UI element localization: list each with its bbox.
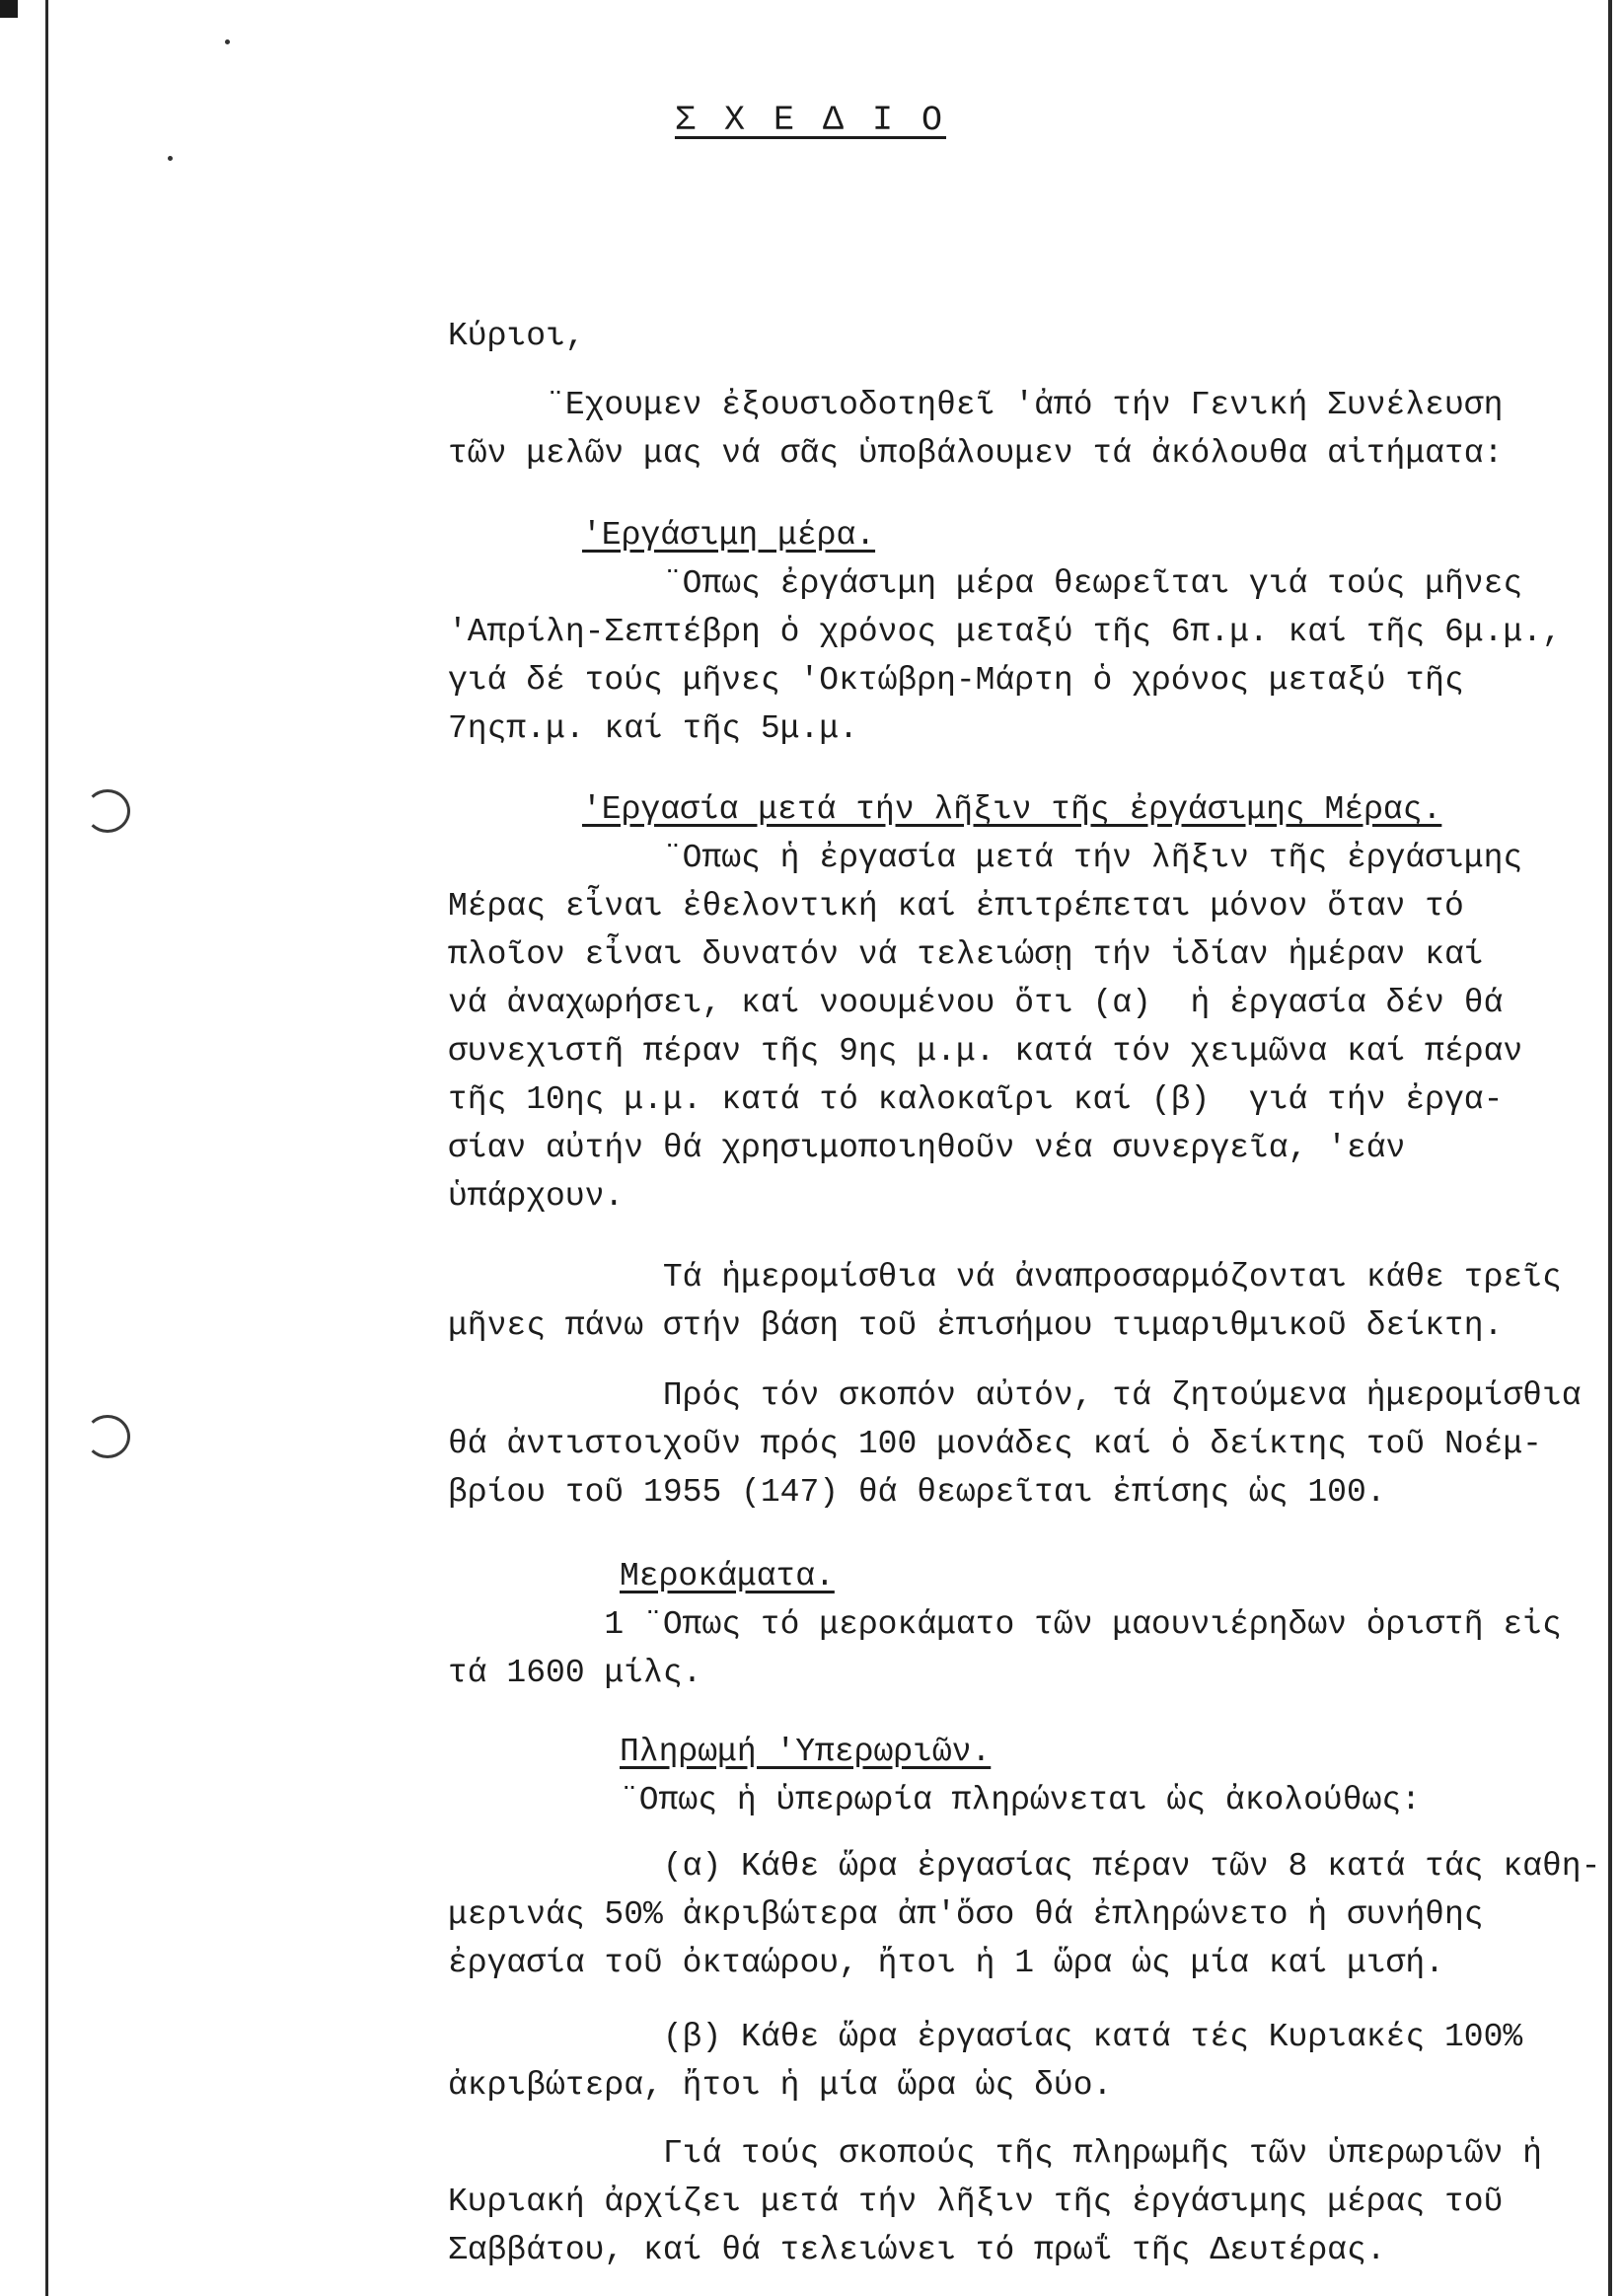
text-line: γιά δέ τούς μῆνες 'Οκτώβρη-Μάρτη ὁ χρόνος μεταξύ τῆς (448, 662, 1464, 699)
text-line: νά ἀναχωρήσει, καί νοουμένου ὅτι (α) ἡ ἐργασία δέν θά (448, 985, 1504, 1021)
text-line: 'Απρίλη-Σεπτέβρη ὁ χρόνος μεταξύ τῆς 6π.μ. καί τῆς 6μ.μ., (448, 614, 1562, 650)
text-line: μερινάς 50% ἀκριβώτερα ἀπ'ὅσο θά ἐπληρώνετο ἡ συνήθης (448, 1896, 1484, 1933)
scan-speck (168, 156, 173, 161)
page-corner-mark (0, 0, 18, 18)
text-line: συνεχιστῆ πέραν τῆς 9ης μ.μ. κατά τόν χειμῶνα καί πέραν (448, 1033, 1523, 1070)
page-right-edge (1608, 0, 1612, 2296)
salutation-text: Κύριοι, (448, 318, 585, 354)
text-line: Σαββάτου, καί θά τελειώνει τό πρωΐ τῆς Δευτέρας. (448, 2232, 1386, 2268)
overtime-clause-a (448, 1842, 1601, 1987)
text-line: (β) Κάθε ὥρα ἐργασίας κατά τές Κυριακές 100% (448, 2019, 1523, 2055)
punch-hole-top (85, 789, 130, 833)
text-line: 7ηςπ.μ. καί τῆς 5μ.μ. (448, 710, 858, 747)
text-line: σίαν αὐτήν θά χρησιμοποιηθοῦν νέα συνεργεῖα, 'εάν (448, 1130, 1406, 1166)
text-line: μῆνες πάνω στήν βάση τοῦ ἐπισήμου τιμαριθμικοῦ δείκτη. (448, 1307, 1504, 1344)
text-line: (α) Κάθε ὥρα ἐργασίας πέραν τῶν 8 κατά τάς καθη- (448, 1848, 1601, 1885)
text-line: Πρός τόν σκοπόν αὐτόν, τά ζητούμενα ἡμερομίσθια (448, 1377, 1582, 1414)
text-line: πλοῖον εἶναι δυνατόν νά τελειώσῃ τήν ἰδίαν ἡμέραν καί (448, 936, 1484, 973)
text-line: ὑπάρχουν. (448, 1178, 625, 1215)
text-line: Κυριακή ἀρχίζει μετά τήν λῆξιν τῆς ἐργάσιμης μέρας τοῦ (448, 2184, 1504, 2220)
text-line: ¨Οπως ἡ ἐργασία μετά τήν λῆξιν τῆς ἐργάσιμης (448, 840, 1523, 876)
document-title: Σ Χ Ε Δ Ι Ο (674, 101, 947, 140)
page-left-edge (45, 0, 48, 2296)
salutation (448, 312, 1583, 360)
intro-paragraph (448, 381, 1583, 478)
scan-speck (225, 39, 230, 44)
section-after-hours-work (448, 785, 1583, 1221)
text-line: ¨Οπως ἡ ὑπερωρία πληρώνεται ὡς ἀκολούθως: (620, 1782, 1421, 1818)
text-line: ¨Οπως ἐργάσιμη μέρα θεωρεῖται γιά τούς μῆνες (448, 565, 1523, 602)
text-line: τῶν μελῶν μας νά σᾶς ὑποβάλουμεν τά ἀκόλουθα αἰτήματα: (448, 435, 1504, 472)
section-heading: Πληρωμή 'Υπερωριῶν. (620, 1734, 992, 1770)
text-line: ἐργασία τοῦ ὀκταώρου, ἤτοι ἡ 1 ὥρα ὡς μία καί μισή. (448, 1945, 1444, 1981)
text-line: ἀκριβώτερα, ἤτοι ἡ μία ὥρα ὡς δύο. (448, 2067, 1113, 2104)
text-line: ¨Εχουμεν ἐξουσιοδοτηθεῖ 'ἀπό τήν Γενική Συνέλευση (448, 387, 1504, 423)
text-line: τά 1600 μίλς. (448, 1655, 702, 1691)
text-line: Τά ἡμερομίσθια νά ἀναπροσαρμόζονται κάθε τρεῖς (448, 1259, 1562, 1296)
section-heading: Μεροκάματα. (620, 1558, 835, 1594)
text-line: 1 ¨Οπως τό μεροκάματο τῶν μαουνιέρηδων ὁριστῆ εἰς (448, 1606, 1562, 1643)
section-overtime-payment (448, 1728, 1583, 1824)
wage-adjustment-paragraph (448, 1253, 1583, 1350)
sunday-definition-paragraph (448, 2129, 1583, 2274)
text-line: θά ἀντιστοιχοῦν πρός 100 μονάδες καί ὁ δείκτης τοῦ Νοέμ- (448, 1426, 1542, 1462)
punch-hole-bottom (85, 1415, 130, 1458)
text-line: τῆς 10ης μ.μ. κατά τό καλοκαῖρι καί (β) γιά τήν ἐργα- (448, 1081, 1504, 1118)
overtime-clause-b (448, 2013, 1583, 2110)
section-working-day (448, 511, 1583, 753)
section-daily-wages (448, 1552, 1583, 1697)
text-line: Μέρας εἶναι ἐθελοντική καί ἐπιτρέπεται μόνον ὅταν τό (448, 888, 1464, 925)
text-line: βρίου τοῦ 1955 (147) θά θεωρεῖται ἐπίσης ὡς 100. (448, 1474, 1386, 1511)
text-line: Γιά τούς σκοπούς τῆς πληρωμῆς τῶν ὑπερωριῶν ἡ (448, 2135, 1542, 2172)
index-paragraph (448, 1371, 1583, 1517)
section-heading: 'Εργασία μετά τήν λῆξιν τῆς ἐργάσιμης Μέρας. (582, 791, 1442, 828)
section-heading: 'Εργάσιμη μέρα. (582, 517, 876, 554)
